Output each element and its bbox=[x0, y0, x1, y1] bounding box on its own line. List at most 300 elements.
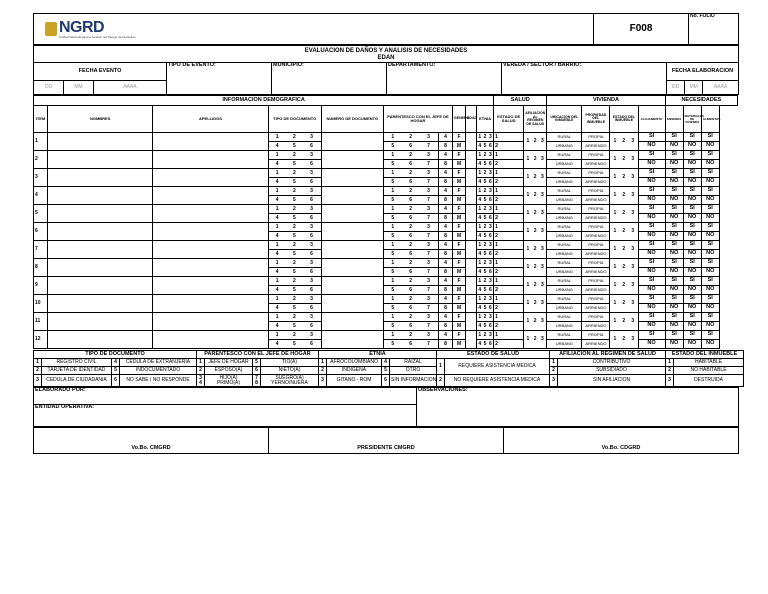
opt[interactable]: 7 bbox=[427, 160, 430, 167]
opt[interactable]: 3 bbox=[631, 210, 635, 216]
opt[interactable]: 1 bbox=[478, 295, 482, 302]
si-option[interactable]: SI bbox=[638, 223, 665, 232]
ubicacion-urbano[interactable]: URBANO bbox=[547, 286, 582, 295]
opt[interactable]: 1 bbox=[526, 282, 530, 288]
opt[interactable]: 5 bbox=[483, 340, 487, 347]
apellidos-cell[interactable] bbox=[153, 151, 268, 169]
apellidos-cell[interactable] bbox=[153, 169, 268, 187]
opt[interactable]: 1 bbox=[613, 300, 617, 306]
parentesco-opt[interactable]: 8 bbox=[439, 340, 453, 349]
no-option[interactable]: NO bbox=[701, 250, 719, 259]
opt[interactable]: 3 bbox=[631, 246, 635, 252]
num-doc-cell[interactable] bbox=[321, 151, 383, 169]
opt[interactable]: 2 bbox=[409, 223, 413, 230]
vereda-field[interactable]: VEREDA / SECTOR / BARRIO: bbox=[502, 63, 667, 95]
opt[interactable]: 2 bbox=[533, 246, 537, 252]
nombres-cell[interactable] bbox=[48, 241, 153, 259]
no-option[interactable]: NO bbox=[683, 142, 701, 151]
opt[interactable]: 6 bbox=[310, 178, 313, 185]
opt[interactable]: 2 bbox=[292, 205, 296, 212]
estado-salud-opt[interactable]: 1 bbox=[494, 187, 524, 196]
opt[interactable]: 1 bbox=[391, 259, 395, 266]
opt[interactable]: 3 bbox=[427, 133, 430, 140]
opt[interactable]: 4 bbox=[478, 250, 482, 257]
no-option[interactable]: NO bbox=[701, 160, 719, 169]
si-option[interactable]: SI bbox=[683, 295, 701, 304]
si-option[interactable]: SI bbox=[665, 331, 683, 340]
no-option[interactable]: NO bbox=[683, 340, 701, 349]
opt[interactable]: 6 bbox=[409, 232, 413, 239]
opt[interactable]: 1 bbox=[391, 331, 395, 338]
opt[interactable]: 3 bbox=[631, 300, 635, 306]
no-option[interactable]: NO bbox=[683, 286, 701, 295]
ubicacion-rural[interactable]: RURAL bbox=[547, 241, 582, 250]
estado-salud-opt[interactable]: 2 bbox=[494, 340, 524, 349]
opt[interactable]: 1 bbox=[613, 138, 617, 144]
no-option[interactable]: NO bbox=[701, 142, 719, 151]
opt[interactable]: 1 bbox=[275, 313, 279, 320]
opt[interactable]: 6 bbox=[310, 196, 313, 203]
opt[interactable]: 2 bbox=[292, 277, 296, 284]
si-option[interactable]: SI bbox=[683, 151, 701, 160]
si-option[interactable]: SI bbox=[665, 313, 683, 322]
opt[interactable]: 6 bbox=[409, 322, 413, 329]
opt[interactable]: 1 bbox=[275, 169, 279, 176]
opt[interactable]: 2 bbox=[622, 264, 626, 270]
propiedad-propia[interactable]: PROPIA bbox=[582, 133, 610, 142]
ubicacion-rural[interactable]: RURAL bbox=[547, 331, 582, 340]
opt[interactable]: 3 bbox=[631, 174, 635, 180]
opt[interactable]: 7 bbox=[427, 340, 430, 347]
opt[interactable]: 1 bbox=[391, 277, 395, 284]
opt[interactable]: 3 bbox=[310, 331, 313, 338]
no-option[interactable]: NO bbox=[638, 286, 665, 295]
si-option[interactable]: SI bbox=[683, 187, 701, 196]
opt[interactable]: 2 bbox=[409, 169, 413, 176]
estado-salud-opt[interactable]: 1 bbox=[494, 205, 524, 214]
opt[interactable]: 2 bbox=[292, 259, 296, 266]
opt[interactable]: 7 bbox=[427, 304, 430, 311]
opt[interactable]: 3 bbox=[427, 241, 430, 248]
estado-salud-opt[interactable]: 1 bbox=[494, 241, 524, 250]
no-option[interactable]: NO bbox=[638, 160, 665, 169]
edad-cell[interactable] bbox=[466, 331, 477, 349]
opt[interactable]: 2 bbox=[483, 277, 487, 284]
propiedad-arriendo[interactable]: ARRIENDO bbox=[582, 268, 610, 277]
opt[interactable]: 2 bbox=[483, 295, 487, 302]
opt[interactable]: 2 bbox=[292, 331, 296, 338]
si-option[interactable]: SI bbox=[665, 169, 683, 178]
signature-cmgrd[interactable] bbox=[34, 428, 269, 444]
propiedad-propia[interactable]: PROPIA bbox=[582, 241, 610, 250]
opt[interactable]: 6 bbox=[409, 178, 413, 185]
genero-m[interactable]: M bbox=[453, 340, 466, 349]
parentesco-opt[interactable]: 4 bbox=[439, 259, 453, 268]
estado-salud-opt[interactable]: 2 bbox=[494, 250, 524, 259]
opt[interactable]: 1 bbox=[526, 300, 530, 306]
si-option[interactable]: SI bbox=[638, 187, 665, 196]
estado-salud-opt[interactable]: 1 bbox=[494, 133, 524, 142]
opt[interactable]: 1 bbox=[275, 277, 279, 284]
estado-salud-opt[interactable]: 2 bbox=[494, 160, 524, 169]
genero-f[interactable]: F bbox=[453, 259, 466, 268]
opt[interactable]: 5 bbox=[292, 304, 296, 311]
apellidos-cell[interactable] bbox=[153, 295, 268, 313]
ubicacion-rural[interactable]: RURAL bbox=[547, 313, 582, 322]
opt[interactable]: 3 bbox=[488, 169, 492, 176]
opt[interactable]: 1 bbox=[526, 156, 530, 162]
opt[interactable]: 3 bbox=[427, 259, 430, 266]
opt[interactable]: 2 bbox=[622, 282, 626, 288]
opt[interactable]: 2 bbox=[409, 313, 413, 320]
opt[interactable]: 6 bbox=[310, 322, 313, 329]
num-doc-cell[interactable] bbox=[321, 259, 383, 277]
si-option[interactable]: SI bbox=[638, 331, 665, 340]
edad-cell[interactable] bbox=[466, 205, 477, 223]
genero-f[interactable]: F bbox=[453, 277, 466, 286]
no-option[interactable]: NO bbox=[638, 142, 665, 151]
opt[interactable]: 2 bbox=[622, 318, 626, 324]
opt[interactable]: 3 bbox=[427, 331, 430, 338]
opt[interactable]: 6 bbox=[409, 340, 413, 347]
opt[interactable]: 1 bbox=[526, 174, 530, 180]
opt[interactable]: 6 bbox=[310, 232, 313, 239]
no-option[interactable]: NO bbox=[683, 322, 701, 331]
si-option[interactable]: SI bbox=[683, 259, 701, 268]
opt[interactable]: 2 bbox=[622, 174, 626, 180]
num-doc-cell[interactable] bbox=[321, 295, 383, 313]
opt[interactable]: 3 bbox=[541, 300, 544, 306]
opt[interactable]: 6 bbox=[488, 196, 492, 203]
opt[interactable]: 6 bbox=[310, 214, 313, 221]
elaborado-por-field[interactable]: ELABORADO POR: bbox=[34, 388, 417, 405]
opt[interactable]: 6 bbox=[310, 286, 313, 293]
no-option[interactable]: NO bbox=[683, 268, 701, 277]
si-option[interactable]: SI bbox=[701, 223, 719, 232]
opt[interactable]: 6 bbox=[488, 178, 492, 185]
opt[interactable]: 1 bbox=[391, 205, 395, 212]
num-doc-cell[interactable] bbox=[321, 169, 383, 187]
opt[interactable]: 1 bbox=[275, 259, 279, 266]
parentesco-opt[interactable]: 4 bbox=[439, 169, 453, 178]
opt[interactable]: 3 bbox=[310, 295, 313, 302]
si-option[interactable]: SI bbox=[701, 187, 719, 196]
apellidos-cell[interactable] bbox=[153, 205, 268, 223]
opt[interactable]: 7 bbox=[427, 286, 430, 293]
opt[interactable]: 6 bbox=[488, 160, 492, 167]
propiedad-arriendo[interactable]: ARRIENDO bbox=[582, 160, 610, 169]
num-doc-cell[interactable] bbox=[321, 331, 383, 349]
opt[interactable]: 3 bbox=[427, 187, 430, 194]
opt[interactable]: 4 bbox=[478, 196, 482, 203]
opt[interactable]: 1 bbox=[613, 336, 617, 342]
si-option[interactable]: SI bbox=[665, 133, 683, 142]
opt[interactable]: 2 bbox=[533, 156, 537, 162]
no-option[interactable]: NO bbox=[701, 304, 719, 313]
opt[interactable]: 3 bbox=[541, 192, 544, 198]
opt[interactable]: 6 bbox=[409, 196, 413, 203]
opt[interactable]: 5 bbox=[292, 160, 296, 167]
genero-f[interactable]: F bbox=[453, 205, 466, 214]
opt[interactable]: 3 bbox=[427, 223, 430, 230]
apellidos-cell[interactable] bbox=[153, 277, 268, 295]
opt[interactable]: 6 bbox=[310, 250, 313, 257]
opt[interactable]: 1 bbox=[526, 192, 530, 198]
opt[interactable]: 6 bbox=[409, 160, 413, 167]
nombres-cell[interactable] bbox=[48, 151, 153, 169]
opt[interactable]: 2 bbox=[533, 174, 537, 180]
opt[interactable]: 1 bbox=[391, 313, 395, 320]
ubicacion-rural[interactable]: RURAL bbox=[547, 223, 582, 232]
edad-cell[interactable] bbox=[466, 151, 477, 169]
ubicacion-rural[interactable]: RURAL bbox=[547, 295, 582, 304]
opt[interactable]: 5 bbox=[292, 178, 296, 185]
no-option[interactable]: NO bbox=[638, 250, 665, 259]
opt[interactable]: 5 bbox=[391, 304, 395, 311]
si-option[interactable]: SI bbox=[701, 331, 719, 340]
no-option[interactable]: NO bbox=[638, 214, 665, 223]
edad-cell[interactable] bbox=[466, 241, 477, 259]
opt[interactable]: 2 bbox=[483, 169, 487, 176]
opt[interactable]: 2 bbox=[533, 318, 537, 324]
ubicacion-rural[interactable]: RURAL bbox=[547, 277, 582, 286]
opt[interactable]: 5 bbox=[483, 304, 487, 311]
genero-f[interactable]: F bbox=[453, 133, 466, 142]
no-option[interactable]: NO bbox=[665, 250, 683, 259]
opt[interactable]: 4 bbox=[478, 178, 482, 185]
opt[interactable]: 1 bbox=[275, 187, 279, 194]
no-option[interactable]: NO bbox=[683, 304, 701, 313]
opt[interactable]: 2 bbox=[409, 295, 413, 302]
si-option[interactable]: SI bbox=[683, 205, 701, 214]
opt[interactable]: 2 bbox=[622, 138, 626, 144]
opt[interactable]: 2 bbox=[533, 228, 537, 234]
propiedad-arriendo[interactable]: ARRIENDO bbox=[582, 304, 610, 313]
no-option[interactable]: NO bbox=[638, 232, 665, 241]
parentesco-opt[interactable]: 8 bbox=[439, 142, 453, 151]
opt[interactable]: 5 bbox=[391, 232, 395, 239]
estado-salud-opt[interactable]: 1 bbox=[494, 151, 524, 160]
opt[interactable]: 5 bbox=[391, 142, 395, 149]
observaciones-field[interactable]: OBSERVACIONES: bbox=[417, 388, 739, 427]
opt[interactable]: 4 bbox=[275, 268, 279, 275]
si-option[interactable]: SI bbox=[701, 259, 719, 268]
opt[interactable]: 6 bbox=[409, 250, 413, 257]
opt[interactable]: 2 bbox=[533, 300, 537, 306]
opt[interactable]: 1 bbox=[275, 223, 279, 230]
si-option[interactable]: SI bbox=[638, 133, 665, 142]
opt[interactable]: 2 bbox=[622, 192, 626, 198]
estado-salud-opt[interactable]: 1 bbox=[494, 295, 524, 304]
opt[interactable]: 1 bbox=[613, 174, 617, 180]
genero-m[interactable]: M bbox=[453, 304, 466, 313]
opt[interactable]: 1 bbox=[526, 318, 530, 324]
opt[interactable]: 3 bbox=[427, 313, 430, 320]
ubicacion-urbano[interactable]: URBANO bbox=[547, 142, 582, 151]
opt[interactable]: 3 bbox=[310, 133, 313, 140]
estado-salud-opt[interactable]: 2 bbox=[494, 178, 524, 187]
opt[interactable]: 7 bbox=[427, 250, 430, 257]
opt[interactable]: 3 bbox=[541, 318, 544, 324]
edad-cell[interactable] bbox=[466, 313, 477, 331]
opt[interactable]: 6 bbox=[488, 232, 492, 239]
opt[interactable]: 2 bbox=[292, 151, 296, 158]
opt[interactable]: 3 bbox=[541, 336, 544, 342]
no-option[interactable]: NO bbox=[701, 232, 719, 241]
si-option[interactable]: SI bbox=[701, 277, 719, 286]
genero-m[interactable]: M bbox=[453, 214, 466, 223]
si-option[interactable]: SI bbox=[665, 223, 683, 232]
opt[interactable]: 3 bbox=[488, 187, 492, 194]
num-doc-cell[interactable] bbox=[321, 313, 383, 331]
ubicacion-urbano[interactable]: URBANO bbox=[547, 322, 582, 331]
signature-presidente[interactable] bbox=[269, 428, 504, 444]
opt[interactable]: 5 bbox=[391, 340, 395, 347]
opt[interactable]: 1 bbox=[391, 295, 395, 302]
tipo-evento-field[interactable]: TIPO DE EVENTO: bbox=[167, 63, 272, 95]
opt[interactable]: 2 bbox=[483, 259, 487, 266]
opt[interactable]: 2 bbox=[409, 205, 413, 212]
genero-f[interactable]: F bbox=[453, 223, 466, 232]
no-option[interactable]: NO bbox=[665, 232, 683, 241]
ubicacion-urbano[interactable]: URBANO bbox=[547, 340, 582, 349]
fecha-elab-dd[interactable]: DD bbox=[667, 81, 685, 94]
opt[interactable]: 1 bbox=[526, 228, 530, 234]
si-option[interactable]: SI bbox=[701, 133, 719, 142]
parentesco-opt[interactable]: 4 bbox=[439, 133, 453, 142]
opt[interactable]: 3 bbox=[488, 331, 492, 338]
si-option[interactable]: SI bbox=[638, 205, 665, 214]
opt[interactable]: 2 bbox=[292, 241, 296, 248]
opt[interactable]: 4 bbox=[478, 340, 482, 347]
no-option[interactable]: NO bbox=[665, 214, 683, 223]
opt[interactable]: 2 bbox=[483, 205, 487, 212]
estado-salud-opt[interactable]: 1 bbox=[494, 223, 524, 232]
signature-cdgrd[interactable] bbox=[504, 428, 739, 444]
si-option[interactable]: SI bbox=[665, 259, 683, 268]
propiedad-propia[interactable]: PROPIA bbox=[582, 223, 610, 232]
opt[interactable]: 6 bbox=[310, 268, 313, 275]
opt[interactable]: 3 bbox=[310, 277, 313, 284]
estado-salud-opt[interactable]: 2 bbox=[494, 286, 524, 295]
opt[interactable]: 2 bbox=[409, 277, 413, 284]
opt[interactable]: 6 bbox=[409, 214, 413, 221]
si-option[interactable]: SI bbox=[638, 151, 665, 160]
opt[interactable]: 1 bbox=[391, 187, 395, 194]
opt[interactable]: 3 bbox=[541, 246, 544, 252]
apellidos-cell[interactable] bbox=[153, 223, 268, 241]
opt[interactable]: 6 bbox=[488, 340, 492, 347]
no-option[interactable]: NO bbox=[683, 178, 701, 187]
parentesco-opt[interactable]: 4 bbox=[439, 295, 453, 304]
estado-salud-opt[interactable]: 2 bbox=[494, 232, 524, 241]
opt[interactable]: 5 bbox=[292, 142, 296, 149]
opt[interactable]: 2 bbox=[292, 133, 296, 140]
ubicacion-rural[interactable]: RURAL bbox=[547, 205, 582, 214]
opt[interactable]: 1 bbox=[478, 277, 482, 284]
genero-m[interactable]: M bbox=[453, 286, 466, 295]
opt[interactable]: 5 bbox=[483, 286, 487, 293]
genero-f[interactable]: F bbox=[453, 169, 466, 178]
opt[interactable]: 5 bbox=[391, 196, 395, 203]
opt[interactable]: 3 bbox=[488, 313, 492, 320]
si-option[interactable]: SI bbox=[665, 241, 683, 250]
genero-f[interactable]: F bbox=[453, 187, 466, 196]
edad-cell[interactable] bbox=[466, 133, 477, 151]
si-option[interactable]: SI bbox=[665, 295, 683, 304]
opt[interactable]: 1 bbox=[478, 151, 482, 158]
genero-f[interactable]: F bbox=[453, 331, 466, 340]
si-option[interactable]: SI bbox=[638, 259, 665, 268]
genero-f[interactable]: F bbox=[453, 241, 466, 250]
no-option[interactable]: NO bbox=[638, 268, 665, 277]
opt[interactable]: 3 bbox=[310, 205, 313, 212]
opt[interactable]: 4 bbox=[275, 160, 279, 167]
si-option[interactable]: SI bbox=[683, 241, 701, 250]
opt[interactable]: 1 bbox=[391, 241, 395, 248]
parentesco-opt[interactable]: 8 bbox=[439, 304, 453, 313]
no-option[interactable]: NO bbox=[701, 322, 719, 331]
opt[interactable]: 1 bbox=[275, 151, 279, 158]
opt[interactable]: 3 bbox=[541, 228, 544, 234]
parentesco-opt[interactable]: 4 bbox=[439, 205, 453, 214]
opt[interactable]: 6 bbox=[488, 286, 492, 293]
no-option[interactable]: NO bbox=[638, 340, 665, 349]
estado-salud-opt[interactable]: 1 bbox=[494, 331, 524, 340]
propiedad-propia[interactable]: PROPIA bbox=[582, 313, 610, 322]
edad-cell[interactable] bbox=[466, 259, 477, 277]
no-option[interactable]: NO bbox=[683, 250, 701, 259]
opt[interactable]: 2 bbox=[483, 223, 487, 230]
opt[interactable]: 4 bbox=[275, 196, 279, 203]
estado-salud-opt[interactable]: 2 bbox=[494, 214, 524, 223]
nombres-cell[interactable] bbox=[48, 277, 153, 295]
si-option[interactable]: SI bbox=[683, 169, 701, 178]
departamento-field[interactable]: DEPARTAMENTO: bbox=[387, 63, 502, 95]
ubicacion-urbano[interactable]: URBANO bbox=[547, 160, 582, 169]
opt[interactable]: 1 bbox=[613, 192, 617, 198]
opt[interactable]: 6 bbox=[310, 340, 313, 347]
propiedad-propia[interactable]: PROPIA bbox=[582, 187, 610, 196]
opt[interactable]: 1 bbox=[613, 282, 617, 288]
opt[interactable]: 3 bbox=[310, 313, 313, 320]
opt[interactable]: 5 bbox=[483, 196, 487, 203]
opt[interactable]: 4 bbox=[478, 160, 482, 167]
opt[interactable]: 5 bbox=[483, 250, 487, 257]
genero-m[interactable]: M bbox=[453, 142, 466, 151]
opt[interactable]: 3 bbox=[541, 264, 544, 270]
si-option[interactable]: SI bbox=[638, 241, 665, 250]
ubicacion-rural[interactable]: RURAL bbox=[547, 133, 582, 142]
opt[interactable]: 2 bbox=[483, 151, 487, 158]
opt[interactable]: 2 bbox=[292, 169, 296, 176]
parentesco-opt[interactable]: 8 bbox=[439, 322, 453, 331]
opt[interactable]: 3 bbox=[310, 187, 313, 194]
no-option[interactable]: NO bbox=[701, 214, 719, 223]
opt[interactable]: 6 bbox=[488, 250, 492, 257]
entidad-operativa-field[interactable]: ENTIDAD OPERATIVA: bbox=[34, 405, 417, 427]
opt[interactable]: 6 bbox=[409, 268, 413, 275]
opt[interactable]: 2 bbox=[409, 259, 413, 266]
opt[interactable]: 2 bbox=[292, 295, 296, 302]
opt[interactable]: 1 bbox=[526, 210, 530, 216]
opt[interactable]: 2 bbox=[622, 210, 626, 216]
ubicacion-rural[interactable]: RURAL bbox=[547, 151, 582, 160]
num-doc-cell[interactable] bbox=[321, 187, 383, 205]
opt[interactable]: 1 bbox=[526, 246, 530, 252]
opt[interactable]: 6 bbox=[409, 304, 413, 311]
opt[interactable]: 4 bbox=[478, 286, 482, 293]
